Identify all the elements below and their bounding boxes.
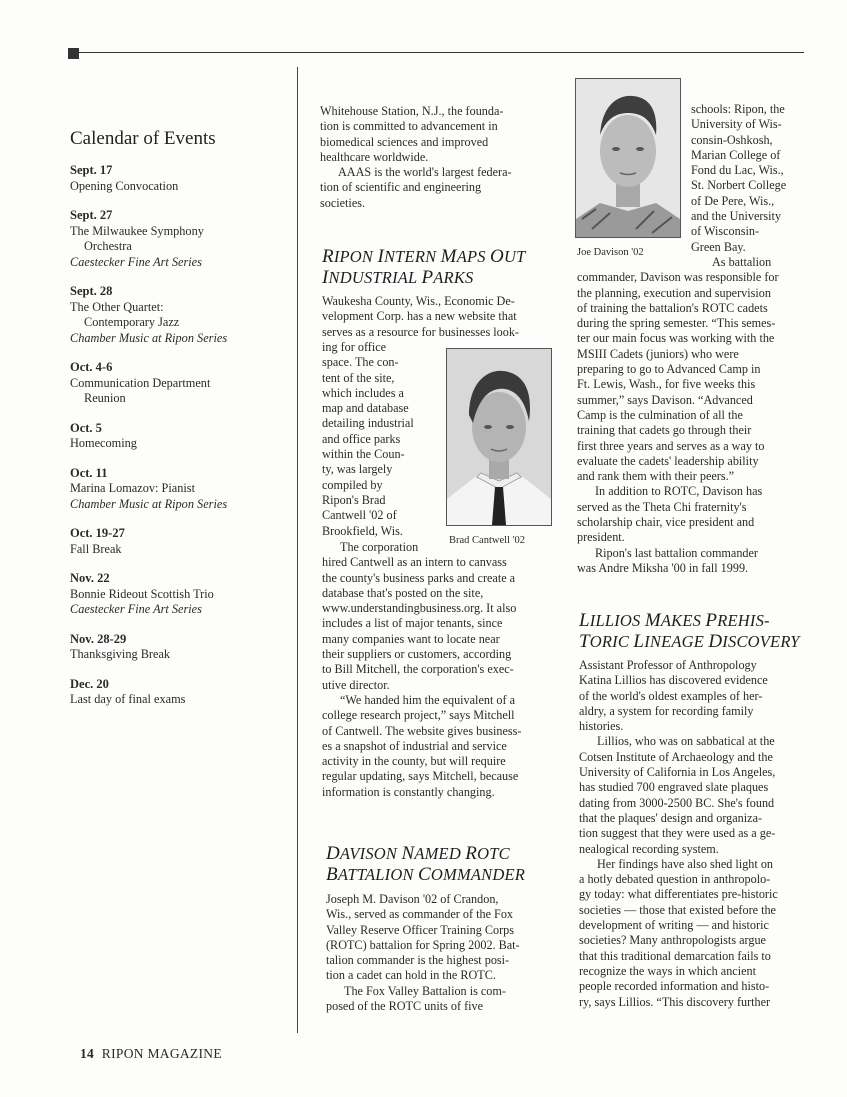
text-line: Katina Lillios has discovered evidence — [579, 673, 768, 688]
text-line: Waukesha County, Wis., Economic De- — [322, 294, 515, 308]
text-line: Valley Reserve Officer Training Corps — [326, 922, 514, 937]
davison-headline — [326, 843, 566, 885]
text-line: In addition to ROTC, Davison has — [595, 484, 763, 499]
headline-line: INDUSTRIAL PARKS — [322, 267, 474, 288]
event-date: Nov. 22 — [70, 571, 110, 585]
text-line: map and database — [322, 401, 409, 416]
text-line: Lillios, who was on sabbatical at the — [597, 734, 775, 749]
text-line: detailing industrial — [322, 416, 414, 431]
text-line: many companies want to locate near — [322, 631, 500, 646]
calendar-events — [70, 163, 292, 708]
event-date: Sept. 27 — [70, 208, 113, 222]
lillios-article — [579, 658, 811, 1010]
text-line: and rank them with their peers.” — [577, 469, 735, 484]
text-line: healthcare worldwide. — [320, 149, 429, 164]
page-number: 14 — [80, 1046, 95, 1061]
text-line: ing for office — [322, 340, 387, 354]
text-line: schools: Ripon, the — [691, 102, 785, 116]
text-line: their suppliers or customers, according — [322, 647, 512, 662]
header-square-ornament — [68, 48, 79, 59]
text-line: biomedical sciences and improved — [320, 134, 489, 149]
calendar-event — [70, 571, 292, 618]
text-line: www.understandingbusiness.org. It also — [322, 601, 517, 616]
davison-paragraph-2 — [577, 255, 807, 576]
text-line: utive director. — [322, 677, 390, 692]
text-line: dating from 3000-2500 BC. She's found — [579, 795, 775, 810]
text-line: Whitehouse Station, N.J., the founda- — [320, 104, 504, 118]
text-line: nealogical recording system. — [579, 841, 719, 856]
event-title-continued: Orchestra — [84, 239, 132, 253]
calendar-event — [70, 360, 292, 407]
text-line: Ft. Lewis, Wash., for five weeks this — [577, 377, 756, 392]
event-title: Bonnie Rideout Scottish Trio — [70, 586, 214, 601]
text-line: St. Norbert College — [691, 178, 787, 193]
calendar-sidebar — [70, 128, 292, 722]
text-line: within the Coun- — [322, 447, 405, 462]
aaas-paragraph — [320, 165, 550, 211]
text-line: tent of the site, — [322, 370, 395, 385]
event-title: Thanksgiving Break — [70, 647, 171, 661]
event-series: Chamber Music at Ripon Series — [70, 496, 228, 511]
text-line: database that's posted on the site, — [322, 585, 484, 600]
calendar-event — [70, 677, 292, 708]
text-line: includes a list of major tenants, since — [322, 616, 503, 631]
text-line: ty, was largely — [322, 462, 393, 477]
event-date: Sept. 28 — [70, 284, 113, 298]
calendar-event — [70, 421, 292, 452]
text-line: serves as a resource for businesses look- — [322, 324, 519, 339]
text-line: histories. — [579, 719, 624, 734]
header-rule — [75, 52, 804, 53]
text-line: space. The con- — [322, 355, 399, 370]
text-line: training that cadets go through their — [577, 423, 752, 438]
text-line: aldry, a system for recording family — [579, 703, 754, 718]
text-line: es a snapshot of industrial and service — [322, 738, 507, 753]
text-line: during the spring semester. “This semes- — [577, 316, 776, 331]
text-line: Fond du Lac, Wis., — [691, 163, 784, 178]
text-line: Marian College of — [691, 147, 781, 162]
text-line: activity in the county, but will require — [322, 754, 506, 769]
calendar-event — [70, 284, 292, 346]
text-line: the county's business parks and create a — [322, 570, 516, 585]
headline-line: RIPON INTERN MAPS OUT — [322, 246, 526, 267]
text-line: Ripon's last battalion commander — [595, 545, 758, 560]
text-line: talion commander is the highest posi- — [326, 953, 510, 968]
text-line: University of Wis- — [691, 117, 782, 132]
joe-davison-photo — [575, 78, 681, 238]
text-line: Green Bay. — [691, 239, 746, 254]
text-line: ry, says Lillios. “This discovery further — [579, 994, 771, 1009]
davison-wrap-text — [691, 102, 803, 255]
event-date: Oct. 19-27 — [70, 526, 125, 540]
event-title: Last day of final exams — [70, 692, 186, 706]
event-title: Fall Break — [70, 541, 122, 556]
column-divider — [297, 67, 298, 1033]
text-line: a hotly debated question in anthropolo- — [579, 872, 771, 887]
davison-article-start — [326, 892, 556, 1014]
headline-line: TORIC LINEAGE DISCOVERY — [579, 631, 800, 652]
text-line: preparing to go to Advanced Camp in — [577, 362, 761, 377]
text-line: of training the battalion's ROTC cadets — [577, 300, 768, 315]
text-line: posed of the ROTC units of five — [326, 999, 484, 1014]
text-line: hired Cantwell as an intern to canvass — [322, 555, 507, 570]
lillios-headline — [579, 610, 814, 652]
text-line: the planning, execution and supervision — [577, 285, 771, 300]
text-line: Her findings have also shed light on — [597, 856, 774, 871]
text-line: commander, Davison was responsible for — [577, 270, 779, 285]
text-line: people recorded information and histo- — [579, 979, 770, 994]
text-line: recognize the ways in which ancient — [579, 963, 756, 978]
text-line: Ripon's Brad — [322, 492, 386, 507]
intern-paragraph-2 — [322, 540, 554, 800]
brad-photo-caption: Brad Cantwell '02 — [449, 535, 525, 546]
text-line: Joseph M. Davison '02 of Crandon, — [326, 892, 499, 906]
joe-photo-caption: Joe Davison '02 — [577, 247, 644, 258]
text-line: to Bill Mitchell, the corporation's exec- — [322, 662, 514, 677]
event-date: Sept. 17 — [70, 163, 113, 177]
text-line: consin-Oshkosh, — [691, 132, 773, 147]
text-line: ter our main focus was working with the — [577, 331, 775, 346]
joe-portrait-icon — [576, 79, 680, 237]
text-line: societies? Many anthropologists argue — [579, 933, 766, 948]
text-line: of the world's oldest examples of her- — [579, 688, 763, 703]
text-line: Assistant Professor of Anthropology — [579, 658, 757, 672]
text-line: evaluate the cadets' leadership ability — [577, 453, 759, 468]
intern-p2-first: The corporation — [340, 540, 419, 554]
text-line: scholarship chair, vice president and — [577, 515, 755, 530]
event-title-continued: Contemporary Jazz — [84, 315, 180, 329]
text-line: tion of scientific and engineering — [320, 180, 482, 195]
text-line: Wis., served as commander of the Fox — [326, 907, 514, 922]
text-line: has studied 700 engraved slate plaques — [579, 780, 769, 795]
text-line: velopment Corp. has a new website that — [322, 309, 517, 324]
text-line: Brookfield, Wis. — [322, 523, 403, 538]
text-line: and the University — [691, 209, 782, 224]
calendar-event — [70, 163, 292, 194]
brad-portrait-icon — [447, 349, 551, 525]
text-line: University of California in Los Angeles, — [579, 765, 776, 780]
event-title: Marina Lomazov: Pianist — [70, 481, 195, 495]
text-line: The Fox Valley Battalion is com- — [344, 983, 506, 998]
text-line: “We handed him the equivalent of a — [340, 692, 515, 707]
text-line: college research project,” says Mitchell — [322, 708, 515, 723]
headline-line: DAVISON NAMED ROTC — [326, 843, 510, 864]
event-date: Dec. 20 — [70, 676, 109, 691]
text-line: societies. — [320, 195, 366, 210]
text-line: development of writing — and historic — [579, 918, 769, 933]
calendar-event — [70, 526, 292, 557]
event-date: Nov. 28-29 — [70, 631, 127, 646]
event-title: The Milwaukee Symphony — [70, 223, 204, 238]
text-line: that the plaques' design and organiza- — [579, 810, 763, 825]
text-line: societies — those that existed before the — [579, 902, 776, 917]
continued-paragraph — [320, 104, 550, 165]
event-title: Communication Department — [70, 375, 211, 390]
event-title-continued: Reunion — [84, 391, 126, 405]
event-date: Oct. 5 — [70, 420, 102, 435]
text-line: summer,” says Davison. “Advanced — [577, 392, 753, 407]
text-line: tion suggest that they were used as a ge- — [579, 826, 776, 841]
text-line: AAAS is the world's largest federa- — [338, 165, 512, 180]
event-title: Opening Convocation — [70, 178, 179, 193]
text-line: and office parks — [322, 431, 401, 446]
intern-headline — [322, 246, 562, 288]
text-line: information is constantly changing. — [322, 784, 495, 799]
text-line: of Wisconsin- — [691, 224, 760, 239]
event-title: The Other Quartet: — [70, 299, 164, 314]
text-line: was Andre Miksha '00 in fall 1999. — [577, 560, 749, 575]
brad-cantwell-photo — [446, 348, 552, 526]
calendar-event — [70, 208, 292, 270]
text-line: (ROTC) battalion for Spring 2002. Bat- — [326, 937, 520, 952]
text-line: of De Pere, Wis., — [691, 193, 775, 208]
text-line: gy today: what differentiates pre-historic — [579, 887, 778, 902]
text-line: MSIII Cadets (juniors) who were — [577, 346, 739, 361]
intern-wrap-text — [322, 340, 432, 539]
text-line: of Cantwell. The website gives business- — [322, 723, 522, 738]
event-date: Oct. 11 — [70, 465, 108, 480]
calendar-event — [70, 632, 292, 663]
event-series: Caestecker Fine Art Series — [70, 602, 202, 616]
text-line: first three years and serves as a way to — [577, 438, 765, 453]
text-line: compiled by — [322, 477, 383, 492]
headline-line: LILLIOS MAKES PREHIS- — [579, 610, 770, 631]
text-line: Cotsen Institute of Archaeology and the — [579, 749, 773, 764]
event-series: Chamber Music at Ripon Series — [70, 330, 228, 345]
text-line: which includes a — [322, 385, 404, 400]
text-line: tion is committed to advancement in — [320, 119, 498, 134]
text-line: tion a cadet can hold in the ROTC. — [326, 968, 496, 983]
event-title: Homecoming — [70, 436, 137, 450]
intern-intro — [322, 294, 554, 340]
text-line: Cantwell '02 of — [322, 508, 397, 523]
calendar-event — [70, 466, 292, 513]
magazine-name: RIPON MAGAZINE — [101, 1046, 222, 1061]
calendar-title: Calendar of Events — [70, 128, 216, 149]
event-series: Caestecker Fine Art Series — [70, 254, 202, 269]
text-line: regular updating, says Mitchell, because — [322, 769, 519, 784]
article-column-2 — [320, 104, 550, 211]
text-line: served as the Theta Chi fraternity's — [577, 499, 747, 514]
headline-line: BATTALION COMMANDER — [326, 864, 526, 885]
text-line: that this traditional demarcation fails to — [579, 948, 771, 963]
page-footer — [80, 1046, 222, 1062]
event-date: Oct. 4-6 — [70, 360, 113, 374]
text-line: Camp is the culmination of all the — [577, 407, 743, 422]
text-line: president. — [577, 530, 625, 545]
davison-p2-first: As battalion — [712, 255, 772, 269]
